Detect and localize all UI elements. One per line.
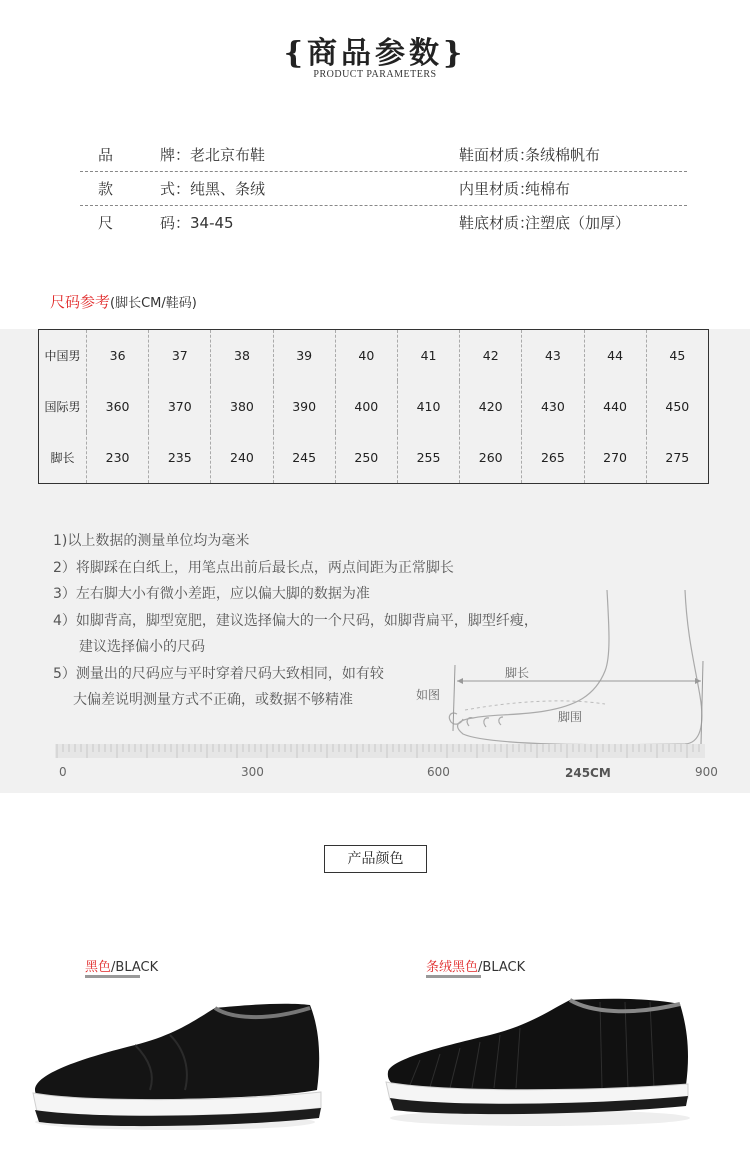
table-cell: 260	[460, 432, 522, 483]
param-key: 尺	[98, 214, 114, 232]
note-line: 4）如脚背高，脚型宽肥，建议选择偏大的一个尺码，如脚背扁平，脚型纤瘦，	[53, 612, 538, 629]
table-cell: 36	[87, 330, 149, 381]
ruler-tick-label: 0	[59, 765, 67, 779]
param-value: 码：34-45	[160, 214, 234, 232]
note-line: 建议选择偏小的尺码	[79, 639, 205, 655]
color-underline	[85, 975, 140, 978]
params-row	[80, 172, 687, 206]
table-cell: 43	[522, 330, 584, 381]
params-row	[80, 206, 687, 240]
table-cell: 390	[273, 381, 335, 432]
table-cell: 39	[273, 330, 335, 381]
row-header: 中国男	[39, 330, 87, 381]
table-cell: 275	[665, 450, 690, 466]
table-cell: 430	[522, 381, 584, 432]
foot-outline-illustration	[395, 586, 715, 761]
param-value: 牌：老北京布鞋	[160, 146, 266, 164]
table-cell: 255	[397, 432, 459, 483]
color-name: 条绒黑色	[426, 960, 479, 975]
product-colors-title: 产品颜色	[324, 845, 427, 873]
param-key: 款	[98, 180, 114, 198]
table-row	[39, 381, 709, 432]
ruler-tick-label: 245CM	[565, 766, 611, 780]
table-cell: 250	[335, 432, 397, 483]
row-header: 国际男	[39, 381, 87, 432]
color-label	[85, 956, 158, 975]
table-cell: 245	[273, 432, 335, 483]
param-key: 鞋底材质：	[459, 214, 535, 232]
table-cell: 360	[87, 381, 149, 432]
param-value: 条绒棉帆布	[525, 146, 601, 164]
table-cell: 450	[665, 398, 690, 414]
param-key: 品	[98, 146, 114, 164]
section-subtitle: PRODUCT PARAMETERS	[313, 69, 437, 80]
table-cell: 37	[149, 330, 211, 381]
note-line: 3）左右脚大小有微小差距，应以偏大脚的数据为准	[53, 586, 370, 602]
corduroy-black-shoe-image	[380, 990, 700, 1140]
table-cell: 40	[335, 330, 397, 381]
note-line: 2）将脚踩在白纸上，用笔点出前后最长点，两点间距为正常脚长	[53, 559, 454, 576]
note-line: 1)以上数据的测量单位均为毫米	[53, 533, 250, 549]
ruler-tick-label: 900	[695, 765, 718, 779]
color-underline	[426, 975, 481, 978]
table-cell: 400	[335, 381, 397, 432]
color-name: 黑色	[85, 960, 112, 975]
size-reference-unit: (脚长CM/鞋码)	[110, 296, 197, 311]
color-name-en: /BLACK	[478, 960, 526, 975]
size-table	[38, 329, 709, 484]
table-cell: 410	[397, 381, 459, 432]
table-cell: 240	[211, 432, 273, 483]
note-line: 5）测量出的尺码应与平时穿着尺码大致相同，如有较	[53, 665, 384, 682]
table-cell: 440	[584, 381, 646, 432]
ruler-tick-label: 300	[241, 765, 264, 779]
param-key: 内里材质：	[459, 180, 535, 198]
foot-circumference-label: 脚围	[558, 710, 583, 724]
ruler-tick-label: 600	[427, 765, 450, 779]
black-shoe-image	[25, 990, 325, 1140]
table-cell: 265	[522, 432, 584, 483]
params-row	[80, 138, 687, 172]
table-row	[39, 432, 709, 483]
size-reference-title	[50, 291, 197, 312]
as-shown-label: 如图	[416, 688, 441, 702]
foot-length-label: 脚长	[505, 666, 530, 680]
size-reference-label: 尺码参考	[50, 293, 111, 311]
table-cell: 230	[87, 432, 149, 483]
row-header: 脚长	[39, 432, 87, 483]
table-cell: 380	[211, 381, 273, 432]
param-key: 鞋面材质：	[459, 146, 535, 164]
table-cell: 42	[460, 330, 522, 381]
table-cell: 235	[149, 432, 211, 483]
params-table	[80, 138, 687, 240]
table-cell: 38	[211, 330, 273, 381]
param-value: 纯棉布	[525, 180, 571, 198]
param-value: 注塑底（加厚）	[525, 214, 631, 232]
section-title: {商品参数}	[283, 36, 467, 71]
color-label	[426, 956, 525, 975]
note-line: 大偏差说明测量方式不正确，或数据不够精准	[73, 692, 353, 708]
table-cell: 270	[584, 432, 646, 483]
color-name-en: /BLACK	[111, 960, 159, 975]
ruler	[55, 744, 705, 766]
table-cell: 370	[149, 381, 211, 432]
table-cell: 420	[460, 381, 522, 432]
table-cell: 44	[584, 330, 646, 381]
table-cell: 45	[669, 347, 686, 363]
param-value: 式：纯黑、条绒	[160, 180, 266, 198]
table-cell: 41	[397, 330, 459, 381]
table-row	[39, 330, 709, 381]
